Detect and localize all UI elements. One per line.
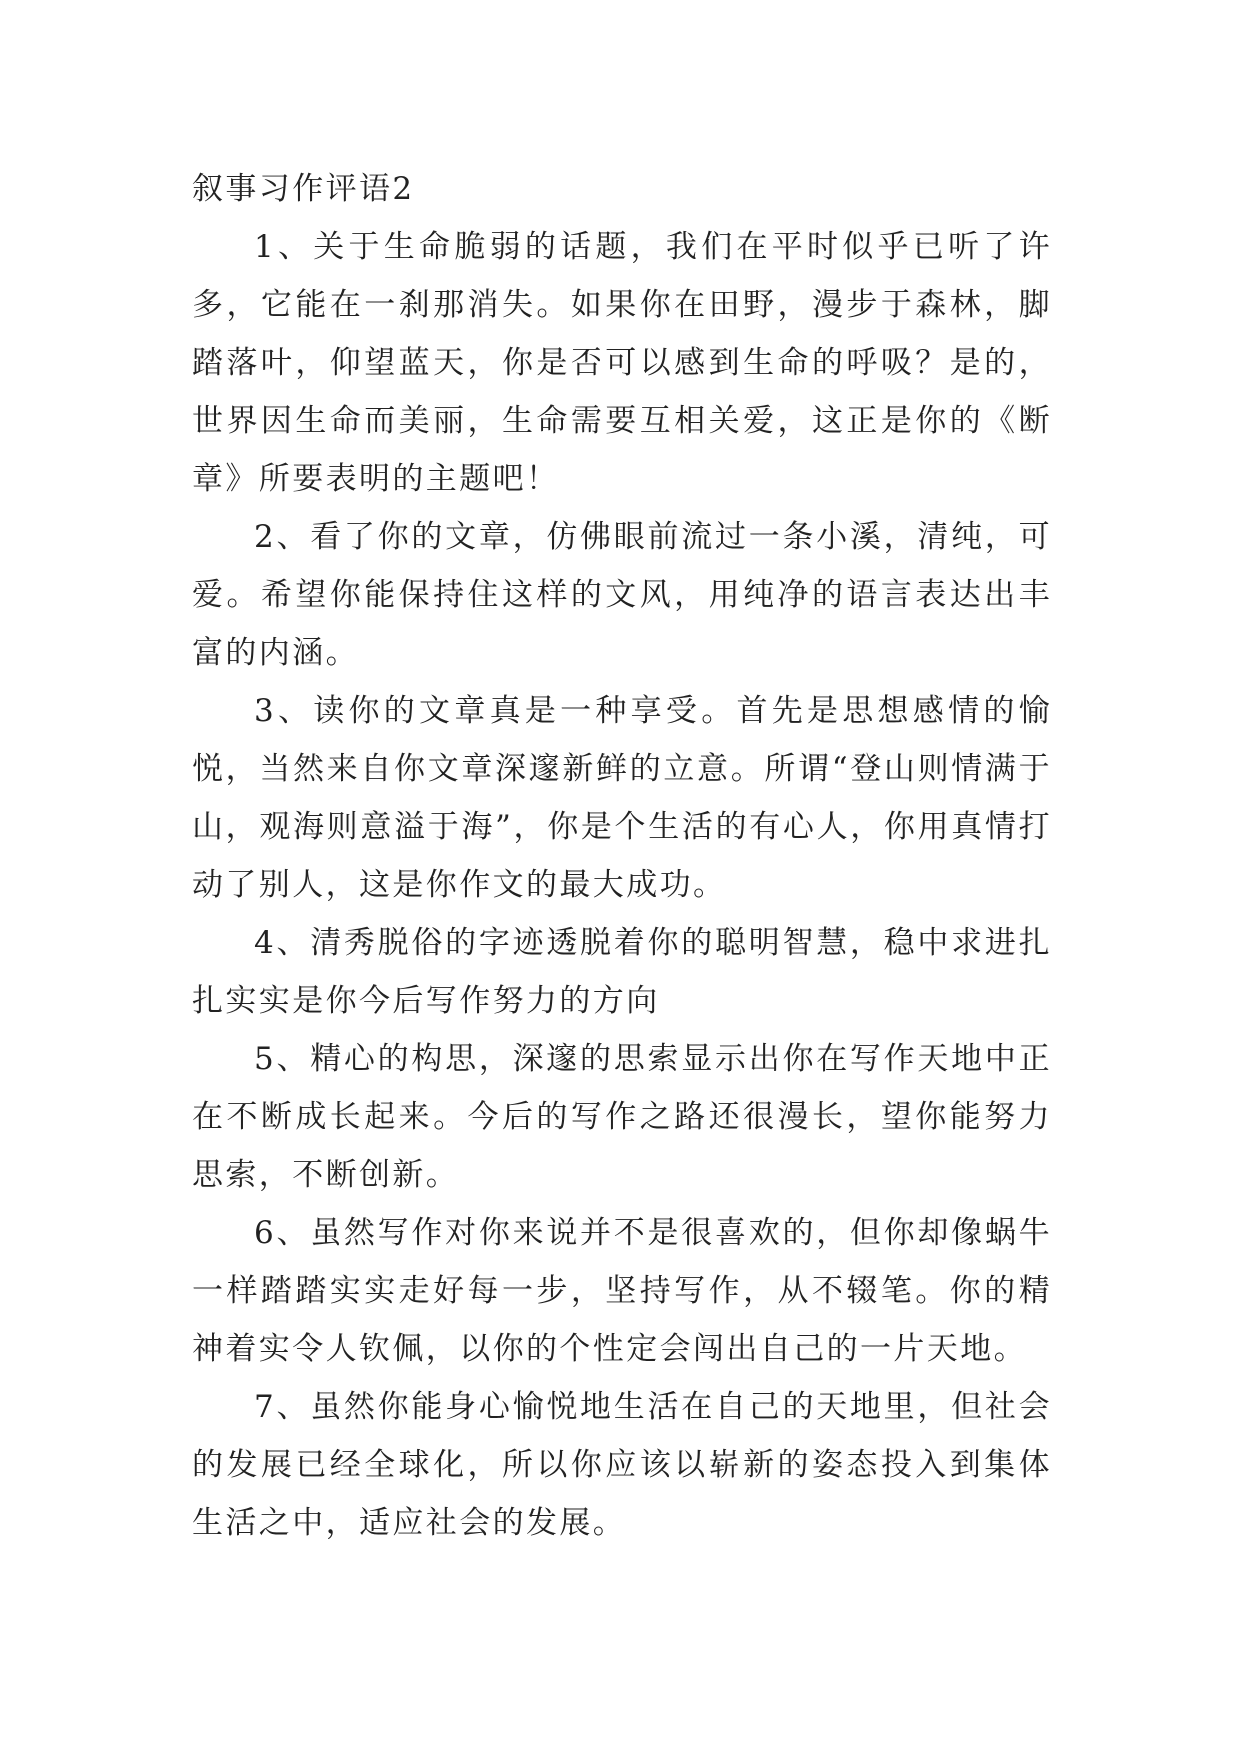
document-title: 叙事习作评语2 [192, 171, 415, 207]
paragraph-2: 2、看了你的文章，仿佛眼前流过一条小溪，清纯，可爱。希望你能保持住这样的文风，用纯净的语言表达出丰富的内涵。 [192, 519, 1052, 671]
paragraph-3: 3、读你的文章真是一种享受。首先是思想感情的愉悦，当然来自你文章深邃新鲜的立意。所谓“登山则情满于山，观海则意溢于海”，你是个生活的有心人，你用真情打动了别人，这是你作文的最大成功。 [192, 693, 1052, 903]
paragraph-6: 6、虽然写作对你来说并不是很喜欢的，但你却像蜗牛一样踏踏实实走好每一步，坚持写作，从不辍笔。你的精神着实令人钦佩，以你的个性定会闯出自己的一片天地。 [192, 1215, 1052, 1367]
paragraph-4: 4、清秀脱俗的字迹透脱着你的聪明智慧，稳中求进扎扎实实是你今后写作努力的方向 [192, 925, 1052, 1019]
paragraph-1: 1、关于生命脆弱的话题，我们在平时似乎已听了许多，它能在一刹那消失。如果你在田野，漫步于森林，脚踏落叶，仰望蓝天，你是否可以感到生命的呼吸？是的，世界因生命而美丽，生命需要互相关爱，这正是你的《断章》所要表明的主题吧！ [192, 229, 1052, 497]
paragraph-5: 5、精心的构思，深邃的思索显示出你在写作天地中正在不断成长起来。今后的写作之路还很漫长，望你能努力思索，不断创新。 [192, 1041, 1052, 1193]
document-body [192, 160, 1052, 1552]
paragraph-7: 7、虽然你能身心愉悦地生活在自己的天地里，但社会的发展已经全球化，所以你应该以崭新的姿态投入到集体生活之中，适应社会的发展。 [192, 1389, 1052, 1541]
